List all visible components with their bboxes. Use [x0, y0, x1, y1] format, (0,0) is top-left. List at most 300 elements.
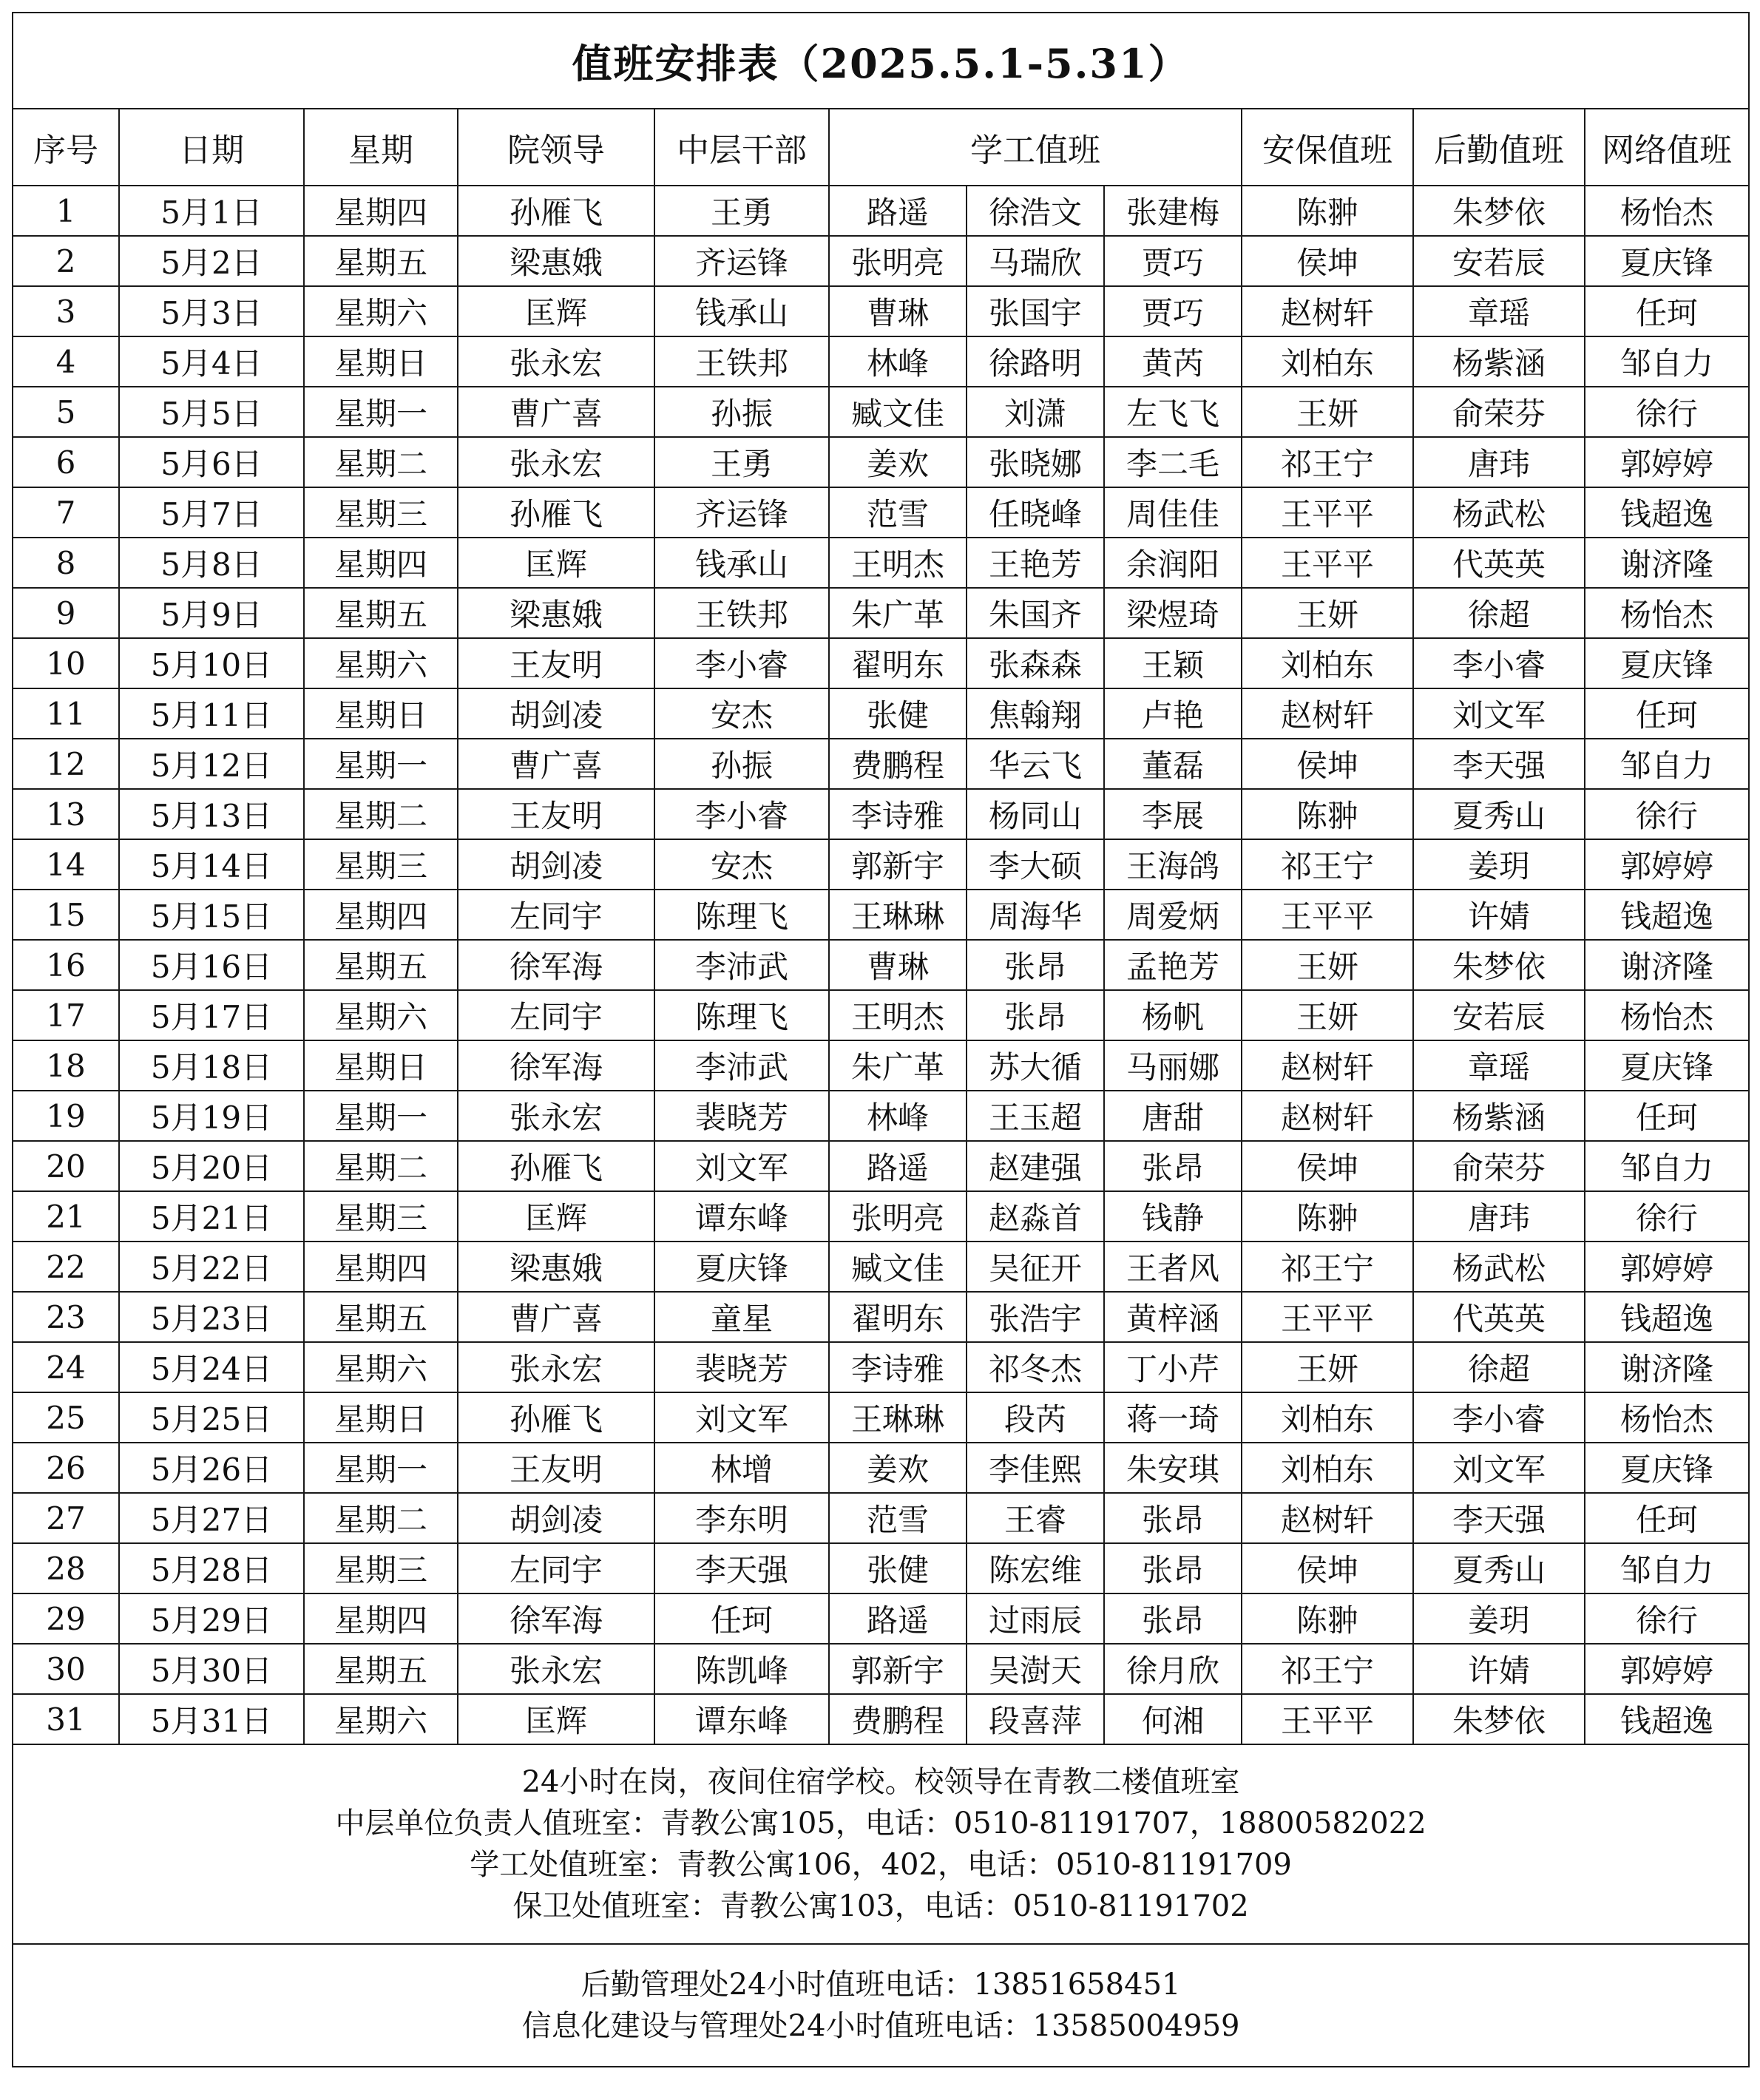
cell-student-duty: 王玉超: [967, 1091, 1104, 1141]
cell-leader: 左同宇: [458, 890, 654, 940]
table-row: [13, 990, 1749, 1040]
cell-security: 赵树轩: [1242, 688, 1413, 739]
table-row: [13, 336, 1749, 387]
cell-leader: 徐军海: [458, 940, 654, 990]
cell-network: 谢济隆: [1585, 538, 1749, 588]
cell-middle-manager: 李小睿: [654, 638, 829, 688]
cell-student-duty: 周爱炳: [1104, 890, 1242, 940]
cell-student-duty: 张昂: [1104, 1141, 1242, 1191]
cell-middle-manager: 王勇: [654, 437, 829, 487]
cell-middle-manager: 王铁邦: [654, 336, 829, 387]
cell-student-duty: 王琳琳: [829, 1392, 967, 1443]
cell-weekday: 星期日: [304, 688, 458, 739]
cell-student-duty: 过雨辰: [967, 1593, 1104, 1644]
cell-student-duty: 吴澍天: [967, 1644, 1104, 1694]
cell-index: 12: [13, 739, 119, 789]
cell-network: 杨怡杰: [1585, 1392, 1749, 1443]
cell-student-duty: 徐浩文: [967, 186, 1104, 236]
cell-middle-manager: 钱承山: [654, 286, 829, 336]
cell-leader: 曹广喜: [458, 1292, 654, 1342]
cell-leader: 王友明: [458, 638, 654, 688]
cell-student-duty: 贾巧: [1104, 286, 1242, 336]
cell-middle-manager: 刘文军: [654, 1392, 829, 1443]
cell-security: 赵树轩: [1242, 1040, 1413, 1091]
duty-notes: [13, 1744, 1749, 1944]
cell-student-duty: 吴征开: [967, 1242, 1104, 1292]
cell-student-duty: 段喜萍: [967, 1694, 1104, 1744]
cell-student-duty: 王艳芳: [967, 538, 1104, 588]
cell-logistics: 夏秀山: [1413, 789, 1585, 839]
cell-logistics: 朱梦依: [1413, 1694, 1585, 1744]
cell-leader: 左同宇: [458, 1543, 654, 1593]
cell-logistics: 姜玥: [1413, 839, 1585, 890]
cell-date: 5月16日: [119, 940, 304, 990]
cell-weekday: 星期一: [304, 1091, 458, 1141]
cell-leader: 梁惠娥: [458, 1242, 654, 1292]
cell-student-duty: 左飞飞: [1104, 387, 1242, 437]
cell-date: 5月3日: [119, 286, 304, 336]
cell-index: 7: [13, 487, 119, 538]
cell-weekday: 星期一: [304, 387, 458, 437]
cell-weekday: 星期日: [304, 336, 458, 387]
note-line: 中层单位负责人值班室：青教公寓105，电话：0510-81191707，18800582022: [335, 1806, 1426, 1840]
cell-network: 钱超逸: [1585, 1292, 1749, 1342]
cell-student-duty: 朱安琪: [1104, 1443, 1242, 1493]
cell-student-duty: 翟明东: [829, 1292, 967, 1342]
table-row: [13, 789, 1749, 839]
cell-student-duty: 唐甜: [1104, 1091, 1242, 1141]
table-row: [13, 890, 1749, 940]
cell-date: 5月1日: [119, 186, 304, 236]
cell-logistics: 俞荣芬: [1413, 1141, 1585, 1191]
cell-middle-manager: 齐运锋: [654, 487, 829, 538]
contact-line: 后勤管理处24小时值班电话：13851658451: [581, 1968, 1181, 2002]
cell-leader: 孙雁飞: [458, 1392, 654, 1443]
cell-student-duty: 张明亮: [829, 236, 967, 286]
table-row: [13, 487, 1749, 538]
header-row: [13, 109, 1749, 186]
cell-logistics: 许婧: [1413, 1644, 1585, 1694]
cell-network: 夏庆锋: [1585, 236, 1749, 286]
table-row: [13, 1694, 1749, 1744]
table-title: 值班安排表（2025.5.1-5.31）: [13, 13, 1749, 109]
cell-leader: 梁惠娥: [458, 588, 654, 638]
cell-security: 王平平: [1242, 1694, 1413, 1744]
cell-student-duty: 朱广革: [829, 1040, 967, 1091]
cell-weekday: 星期四: [304, 1242, 458, 1292]
cell-leader: 王友明: [458, 789, 654, 839]
cell-date: 5月31日: [119, 1694, 304, 1744]
cell-network: 邹自力: [1585, 1543, 1749, 1593]
cell-leader: 张永宏: [458, 1342, 654, 1392]
cell-weekday: 星期四: [304, 1593, 458, 1644]
cell-network: 邹自力: [1585, 336, 1749, 387]
cell-middle-manager: 安杰: [654, 839, 829, 890]
cell-date: 5月12日: [119, 739, 304, 789]
cell-leader: 孙雁飞: [458, 1141, 654, 1191]
cell-middle-manager: 王铁邦: [654, 588, 829, 638]
cell-index: 20: [13, 1141, 119, 1191]
cell-network: 徐行: [1585, 1593, 1749, 1644]
cell-index: 14: [13, 839, 119, 890]
cell-index: 25: [13, 1392, 119, 1443]
cell-logistics: 代英英: [1413, 538, 1585, 588]
cell-index: 6: [13, 437, 119, 487]
hotline-contacts: [13, 1944, 1749, 2067]
cell-date: 5月6日: [119, 437, 304, 487]
cell-network: 徐行: [1585, 387, 1749, 437]
cell-weekday: 星期五: [304, 588, 458, 638]
cell-weekday: 星期六: [304, 638, 458, 688]
cell-middle-manager: 夏庆锋: [654, 1242, 829, 1292]
cell-security: 赵树轩: [1242, 1493, 1413, 1543]
cell-logistics: 李小睿: [1413, 638, 1585, 688]
cell-student-duty: 段芮: [967, 1392, 1104, 1443]
cell-security: 祁王宁: [1242, 1242, 1413, 1292]
cell-date: 5月10日: [119, 638, 304, 688]
cell-student-duty: 王颖: [1104, 638, 1242, 688]
cell-index: 18: [13, 1040, 119, 1091]
table-row: [13, 1493, 1749, 1543]
cell-index: 26: [13, 1443, 119, 1493]
cell-student-duty: 张明亮: [829, 1191, 967, 1242]
cell-date: 5月5日: [119, 387, 304, 437]
cell-student-duty: 张建梅: [1104, 186, 1242, 236]
header-date: 日期: [119, 109, 304, 186]
cell-weekday: 星期二: [304, 1493, 458, 1543]
cell-index: 31: [13, 1694, 119, 1744]
cell-logistics: 唐玮: [1413, 437, 1585, 487]
cell-security: 赵树轩: [1242, 1091, 1413, 1141]
cell-student-duty: 任晓峰: [967, 487, 1104, 538]
cell-middle-manager: 裴晓芳: [654, 1091, 829, 1141]
table-row: [13, 1593, 1749, 1644]
cell-logistics: 夏秀山: [1413, 1543, 1585, 1593]
cell-student-duty: 李佳熙: [967, 1443, 1104, 1493]
cell-middle-manager: 李天强: [654, 1543, 829, 1593]
cell-student-duty: 张健: [829, 1543, 967, 1593]
cell-middle-manager: 安杰: [654, 688, 829, 739]
cell-weekday: 星期六: [304, 1694, 458, 1744]
cell-date: 5月17日: [119, 990, 304, 1040]
cell-logistics: 杨紫涵: [1413, 1091, 1585, 1141]
header-weekday: 星期: [304, 109, 458, 186]
cell-date: 5月20日: [119, 1141, 304, 1191]
cell-student-duty: 华云飞: [967, 739, 1104, 789]
cell-leader: 匡辉: [458, 1694, 654, 1744]
header-student-affairs: 学工值班: [829, 109, 1242, 186]
cell-middle-manager: 李沛武: [654, 940, 829, 990]
cell-logistics: 朱梦依: [1413, 186, 1585, 236]
cell-leader: 徐军海: [458, 1040, 654, 1091]
cell-weekday: 星期六: [304, 990, 458, 1040]
table-row: [13, 739, 1749, 789]
cell-leader: 匡辉: [458, 286, 654, 336]
cell-student-duty: 梁煜琦: [1104, 588, 1242, 638]
cell-network: 邹自力: [1585, 739, 1749, 789]
cell-leader: 匡辉: [458, 1191, 654, 1242]
cell-logistics: 代英英: [1413, 1292, 1585, 1342]
cell-student-duty: 张昂: [967, 990, 1104, 1040]
cell-network: 郭婷婷: [1585, 839, 1749, 890]
cell-weekday: 星期一: [304, 1443, 458, 1493]
cell-student-duty: 何湘: [1104, 1694, 1242, 1744]
cell-student-duty: 陈宏维: [967, 1543, 1104, 1593]
cell-student-duty: 张国宇: [967, 286, 1104, 336]
cell-student-duty: 张昂: [967, 940, 1104, 990]
cell-date: 5月27日: [119, 1493, 304, 1543]
cell-logistics: 俞荣芬: [1413, 387, 1585, 437]
cell-date: 5月21日: [119, 1191, 304, 1242]
cell-student-duty: 钱静: [1104, 1191, 1242, 1242]
cell-network: 郭婷婷: [1585, 1644, 1749, 1694]
cell-index: 11: [13, 688, 119, 739]
cell-security: 侯坤: [1242, 1141, 1413, 1191]
cell-leader: 胡剑凌: [458, 688, 654, 739]
cell-network: 钱超逸: [1585, 1694, 1749, 1744]
cell-middle-manager: 刘文军: [654, 1141, 829, 1191]
cell-middle-manager: 王勇: [654, 186, 829, 236]
cell-security: 侯坤: [1242, 236, 1413, 286]
cell-network: 郭婷婷: [1585, 1242, 1749, 1292]
table-row: [13, 1040, 1749, 1091]
cell-student-duty: 黄芮: [1104, 336, 1242, 387]
cell-weekday: 星期六: [304, 286, 458, 336]
cell-student-duty: 苏大循: [967, 1040, 1104, 1091]
cell-middle-manager: 陈理飞: [654, 990, 829, 1040]
cell-date: 5月7日: [119, 487, 304, 538]
cell-student-duty: 周海华: [967, 890, 1104, 940]
table-row: [13, 638, 1749, 688]
cell-student-duty: 张晓娜: [967, 437, 1104, 487]
cell-network: 谢济隆: [1585, 1342, 1749, 1392]
table-row: [13, 236, 1749, 286]
cell-student-duty: 杨帆: [1104, 990, 1242, 1040]
cell-middle-manager: 谭东峰: [654, 1694, 829, 1744]
header-leader: 院领导: [458, 109, 654, 186]
cell-security: 侯坤: [1242, 739, 1413, 789]
cell-logistics: 杨武松: [1413, 1242, 1585, 1292]
cell-weekday: 星期日: [304, 1040, 458, 1091]
cell-date: 5月30日: [119, 1644, 304, 1694]
cell-security: 陈翀: [1242, 1191, 1413, 1242]
cell-leader: 胡剑凌: [458, 1493, 654, 1543]
cell-index: 16: [13, 940, 119, 990]
cell-middle-manager: 钱承山: [654, 538, 829, 588]
cell-date: 5月9日: [119, 588, 304, 638]
cell-leader: 孙雁飞: [458, 487, 654, 538]
cell-weekday: 星期三: [304, 487, 458, 538]
table-row: [13, 1443, 1749, 1493]
table-row: [13, 940, 1749, 990]
cell-date: 5月24日: [119, 1342, 304, 1392]
cell-student-duty: 李大硕: [967, 839, 1104, 890]
cell-security: 赵树轩: [1242, 286, 1413, 336]
cell-date: 5月25日: [119, 1392, 304, 1443]
cell-date: 5月15日: [119, 890, 304, 940]
cell-student-duty: 林峰: [829, 336, 967, 387]
cell-student-duty: 路遥: [829, 1593, 967, 1644]
cell-security: 祁王宁: [1242, 839, 1413, 890]
cell-middle-manager: 李东明: [654, 1493, 829, 1543]
cell-leader: 王友明: [458, 1443, 654, 1493]
cell-security: 刘柏东: [1242, 638, 1413, 688]
table-row: [13, 1342, 1749, 1392]
cell-date: 5月2日: [119, 236, 304, 286]
cell-student-duty: 赵建强: [967, 1141, 1104, 1191]
cell-weekday: 星期四: [304, 186, 458, 236]
cell-network: 杨怡杰: [1585, 990, 1749, 1040]
table-row: [13, 437, 1749, 487]
cell-middle-manager: 齐运锋: [654, 236, 829, 286]
cell-index: 13: [13, 789, 119, 839]
cell-logistics: 朱梦依: [1413, 940, 1585, 990]
cell-index: 19: [13, 1091, 119, 1141]
cell-security: 王平平: [1242, 538, 1413, 588]
cell-index: 24: [13, 1342, 119, 1392]
cell-student-duty: 赵淼首: [967, 1191, 1104, 1242]
cell-logistics: 李小睿: [1413, 1392, 1585, 1443]
cell-network: 徐行: [1585, 1191, 1749, 1242]
cell-student-duty: 张森森: [967, 638, 1104, 688]
cell-student-duty: 祁冬杰: [967, 1342, 1104, 1392]
cell-network: 郭婷婷: [1585, 437, 1749, 487]
cell-student-duty: 臧文佳: [829, 387, 967, 437]
cell-index: 9: [13, 588, 119, 638]
cell-leader: 张永宏: [458, 1091, 654, 1141]
cell-student-duty: 李诗雅: [829, 789, 967, 839]
cell-index: 30: [13, 1644, 119, 1694]
cell-security: 祁王宁: [1242, 1644, 1413, 1694]
table-row: [13, 1543, 1749, 1593]
table-row: [13, 1191, 1749, 1242]
cell-date: 5月13日: [119, 789, 304, 839]
note-line: 学工处值班室：青教公寓106，402，电话：0510-81191709: [470, 1848, 1292, 1882]
cell-network: 任珂: [1585, 688, 1749, 739]
cell-logistics: 许婧: [1413, 890, 1585, 940]
cell-student-duty: 董磊: [1104, 739, 1242, 789]
cell-date: 5月28日: [119, 1543, 304, 1593]
cell-leader: 曹广喜: [458, 387, 654, 437]
note-line: 保卫处值班室：青教公寓103，电话：0510-81191702: [512, 1889, 1249, 1923]
cell-student-duty: 焦翰翔: [967, 688, 1104, 739]
header-network: 网络值班: [1585, 109, 1749, 186]
table-row: [13, 387, 1749, 437]
cell-index: 22: [13, 1242, 119, 1292]
cell-student-duty: 马瑞欣: [967, 236, 1104, 286]
cell-weekday: 星期二: [304, 1141, 458, 1191]
cell-security: 王平平: [1242, 487, 1413, 538]
cell-index: 17: [13, 990, 119, 1040]
cell-student-duty: 李二毛: [1104, 437, 1242, 487]
cell-weekday: 星期三: [304, 839, 458, 890]
cell-date: 5月4日: [119, 336, 304, 387]
cell-weekday: 星期三: [304, 1191, 458, 1242]
cell-student-duty: 王海鸽: [1104, 839, 1242, 890]
cell-student-duty: 徐路明: [967, 336, 1104, 387]
cell-index: 3: [13, 286, 119, 336]
cell-middle-manager: 陈凯峰: [654, 1644, 829, 1694]
cell-weekday: 星期五: [304, 236, 458, 286]
cell-student-duty: 蒋一琦: [1104, 1392, 1242, 1443]
cell-date: 5月22日: [119, 1242, 304, 1292]
cell-date: 5月14日: [119, 839, 304, 890]
cell-index: 5: [13, 387, 119, 437]
cell-weekday: 星期五: [304, 1292, 458, 1342]
cell-leader: 张永宏: [458, 1644, 654, 1694]
table-row: [13, 286, 1749, 336]
duty-schedule-table: [12, 12, 1750, 2067]
cell-middle-manager: 谭东峰: [654, 1191, 829, 1242]
header-security: 安保值班: [1242, 109, 1413, 186]
table-row: [13, 1644, 1749, 1694]
cell-student-duty: 张健: [829, 688, 967, 739]
cell-weekday: 星期六: [304, 1342, 458, 1392]
cell-weekday: 星期二: [304, 789, 458, 839]
cell-logistics: 章瑶: [1413, 286, 1585, 336]
cell-student-duty: 张昂: [1104, 1593, 1242, 1644]
cell-leader: 徐军海: [458, 1593, 654, 1644]
cell-student-duty: 范雪: [829, 1493, 967, 1543]
cell-index: 10: [13, 638, 119, 688]
cell-security: 王妍: [1242, 940, 1413, 990]
cell-middle-manager: 任珂: [654, 1593, 829, 1644]
table-row: [13, 1392, 1749, 1443]
cell-student-duty: 范雪: [829, 487, 967, 538]
cell-student-duty: 李展: [1104, 789, 1242, 839]
cell-index: 2: [13, 236, 119, 286]
cell-student-duty: 朱国齐: [967, 588, 1104, 638]
cell-logistics: 章瑶: [1413, 1040, 1585, 1091]
cell-weekday: 星期四: [304, 890, 458, 940]
cell-weekday: 星期五: [304, 1644, 458, 1694]
cell-security: 祁王宁: [1242, 437, 1413, 487]
cell-security: 王平平: [1242, 890, 1413, 940]
cell-leader: 匡辉: [458, 538, 654, 588]
cell-network: 杨怡杰: [1585, 186, 1749, 236]
cell-student-duty: 余润阳: [1104, 538, 1242, 588]
schedule-rows: [13, 186, 1749, 1744]
cell-date: 5月11日: [119, 688, 304, 739]
cell-network: 钱超逸: [1585, 487, 1749, 538]
cell-weekday: 星期三: [304, 1543, 458, 1593]
cell-logistics: 杨武松: [1413, 487, 1585, 538]
cell-student-duty: 孟艳芳: [1104, 940, 1242, 990]
cell-student-duty: 张昂: [1104, 1543, 1242, 1593]
cell-security: 陈翀: [1242, 789, 1413, 839]
cell-middle-manager: 裴晓芳: [654, 1342, 829, 1392]
cell-logistics: 唐玮: [1413, 1191, 1585, 1242]
cell-middle-manager: 李沛武: [654, 1040, 829, 1091]
cell-middle-manager: 童星: [654, 1292, 829, 1342]
table-row: [13, 1091, 1749, 1141]
header-middle-manager: 中层干部: [654, 109, 829, 186]
cell-security: 王妍: [1242, 588, 1413, 638]
cell-index: 27: [13, 1493, 119, 1543]
cell-index: 1: [13, 186, 119, 236]
cell-student-duty: 路遥: [829, 1141, 967, 1191]
cell-network: 钱超逸: [1585, 890, 1749, 940]
cell-logistics: 安若辰: [1413, 990, 1585, 1040]
cell-weekday: 星期日: [304, 1392, 458, 1443]
cell-student-duty: 路遥: [829, 186, 967, 236]
cell-network: 夏庆锋: [1585, 1040, 1749, 1091]
cell-student-duty: 曹琳: [829, 940, 967, 990]
table-row: [13, 688, 1749, 739]
cell-student-duty: 王明杰: [829, 538, 967, 588]
contact-line: 信息化建设与管理处24小时值班电话：13585004959: [521, 2009, 1240, 2043]
cell-logistics: 杨紫涵: [1413, 336, 1585, 387]
